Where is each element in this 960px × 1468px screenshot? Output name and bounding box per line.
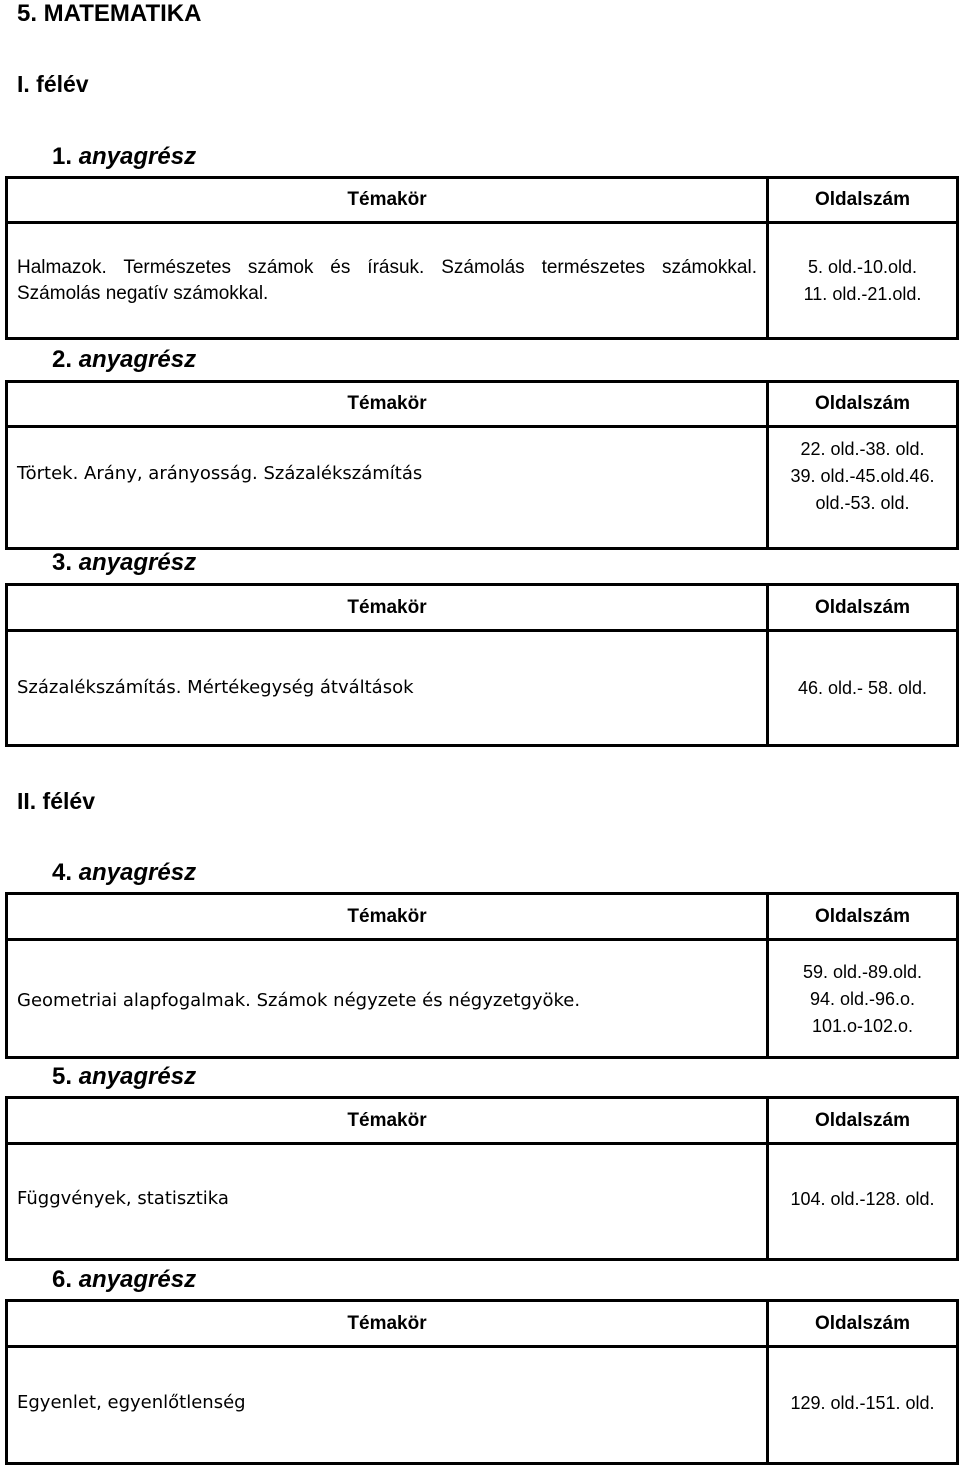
page-line: old.-53. old. <box>815 493 910 513</box>
header-topic: Témakör <box>7 382 768 427</box>
header-page: Oldalszám <box>768 1301 958 1347</box>
topic-line: Függvények, statisztika <box>17 1188 229 1209</box>
section-table-5 <box>5 1096 959 1261</box>
semester-heading-1: I. félév <box>17 71 89 97</box>
header-topic: Témakör <box>7 585 768 631</box>
topic-line: Törtek. Arány, arányosság. Százalékszámítás <box>17 463 423 484</box>
section-number: 3. <box>52 549 73 576</box>
page-line: 101.o-102.o. <box>811 1016 914 1036</box>
page-line: 39. old.-45.old.46. <box>790 466 935 486</box>
section-table-3 <box>5 583 959 747</box>
semester-heading-2: II. félév <box>17 788 95 814</box>
page-cell <box>768 940 958 1058</box>
topic-cell <box>7 427 768 549</box>
document-title: 5. MATEMATIKA <box>17 0 202 27</box>
page-line: 104. old.-128. old. <box>790 1189 935 1209</box>
page-cell <box>768 427 958 549</box>
header-page: Oldalszám <box>768 894 958 940</box>
section-heading-4 <box>52 859 196 887</box>
topic-line: Számolás negatív számokkal. <box>17 282 269 304</box>
header-topic: Témakör <box>7 1301 768 1347</box>
header-page: Oldalszám <box>768 382 958 427</box>
page-cell <box>768 1347 958 1464</box>
page-line: 11. old.-21.old. <box>803 283 922 304</box>
page-cell <box>768 631 958 746</box>
section-word: anyagrész <box>78 1063 197 1090</box>
section-table-1 <box>5 176 959 340</box>
section-word: anyagrész <box>78 143 197 170</box>
section-heading-3 <box>52 549 196 577</box>
header-topic: Témakör <box>7 1098 768 1144</box>
section-table-4 <box>5 892 959 1059</box>
page-line: 59. old.-89.old. <box>802 962 923 982</box>
page-line: 129. old.-151. old. <box>790 1393 935 1413</box>
topic-line: Százalékszámítás. Mértékegység átváltások <box>17 677 414 698</box>
page-cell <box>768 1144 958 1260</box>
section-heading-2 <box>52 346 196 374</box>
section-table-2 <box>5 380 959 550</box>
page-line: 22. old.-38. old. <box>800 439 925 459</box>
section-table-6 <box>5 1299 959 1465</box>
section-word: anyagrész <box>78 859 197 886</box>
section-number: 5. <box>52 1063 73 1090</box>
section-word: anyagrész <box>78 346 197 373</box>
topic-cell <box>7 940 768 1058</box>
section-word: anyagrész <box>78 549 197 576</box>
section-word: anyagrész <box>78 1266 197 1293</box>
section-heading-1 <box>52 143 196 171</box>
topic-cell <box>7 1347 768 1464</box>
topic-line: Geometriai alapfogalmak. Számok négyzete és négyzetgyöke. <box>17 990 581 1011</box>
topic-cell <box>7 223 768 339</box>
page-cell <box>768 223 958 339</box>
section-heading-5 <box>52 1063 196 1091</box>
header-page: Oldalszám <box>768 585 958 631</box>
header-topic: Témakör <box>7 178 768 223</box>
header-page: Oldalszám <box>768 178 958 223</box>
page-line: 94. old.-96.o. <box>809 989 916 1009</box>
section-number: 1. <box>52 143 73 170</box>
topic-cell <box>7 631 768 746</box>
topic-line: Egyenlet, egyenlőtlenség <box>17 1392 246 1413</box>
topic-line: Halmazok. Természetes számok és írásuk. Számolás természetes számokkal. <box>17 256 757 278</box>
header-page: Oldalszám <box>768 1098 958 1144</box>
section-number: 6. <box>52 1266 73 1293</box>
topic-cell <box>7 1144 768 1260</box>
section-number: 4. <box>52 859 73 886</box>
page-line: 46. old.- 58. old. <box>797 678 928 698</box>
page-line: 5. old.-10.old. <box>807 256 918 277</box>
section-number: 2. <box>52 346 73 373</box>
section-heading-6 <box>52 1266 196 1294</box>
header-topic: Témakör <box>7 894 768 940</box>
